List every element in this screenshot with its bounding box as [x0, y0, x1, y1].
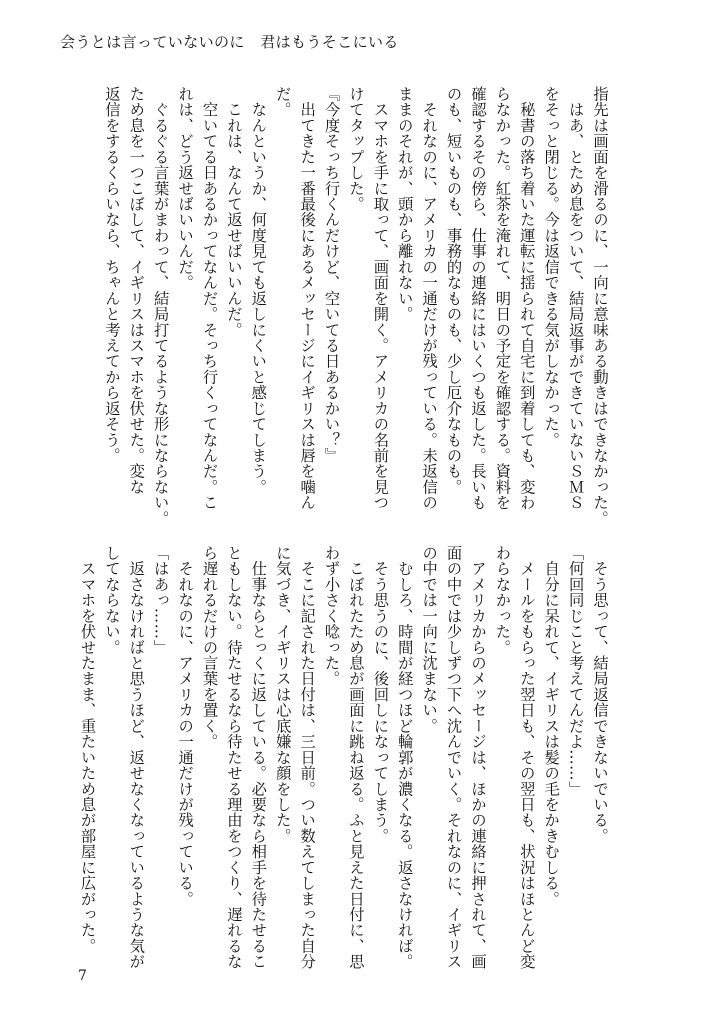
text-line: をそっと閉じる。今は返信できる気がしなかった。: [542, 86, 561, 448]
text-line: 出てきた一番最後にあるメッセージにイギリスは唇を噛ん: [298, 86, 317, 511]
text-line: に気づき、イギリスは心底嫌な顔をした。: [273, 545, 292, 844]
text-block-bottom: [75, 545, 612, 970]
text-line: だ。: [273, 86, 292, 118]
text-line: アメリカからのメッセージは、ほかの連絡に押されて、画: [468, 545, 487, 970]
text-line: メールをもらった翌日も、その翌日も、状況はほとんど変: [517, 545, 536, 970]
text-line: してならない。: [102, 545, 121, 656]
text-line: そう思って、結局返信できないでいる。: [591, 545, 609, 844]
text-line: 返信をするくらいなら、ちゃんと考えてから返そう。: [102, 86, 121, 464]
text-line: こぼれたため息が画面に跳ね返る。ふと見えた日付に、思: [346, 545, 365, 970]
text-line: 仕事ならとっくに返している。必要なら相手を待たせるこ: [249, 545, 268, 970]
text-line: はあ、とため息をついて、結局返事ができていないＳＭＳ: [566, 86, 585, 511]
text-line: 面の中では少しずつ下へ沈んでいく。それなのに、イギリス: [444, 545, 463, 970]
text-line: ぐるぐる言葉がまわって、結局打てるような形にならない。: [151, 86, 170, 527]
text-block-top: [99, 86, 612, 527]
text-line: スマホを手に取って、画面を開く。アメリカの名前を見つ: [371, 86, 390, 511]
text-line: 『今度そっち行くんだけど、空いてる日あるかい？』: [322, 86, 341, 464]
text-line: けてタップした。: [346, 86, 365, 212]
text-line: スマホを伏せたまま、重たいため息が部屋に広がった。: [78, 545, 97, 954]
text-line: わらなかった。: [493, 545, 512, 656]
page-number: 7: [78, 968, 87, 984]
text-line: のも、短いものも、事務的なものも、少し厄介なものも。: [444, 86, 463, 495]
text-line: 指先は画面を滑るのに、一向に意味ある動きはできなかった。: [591, 86, 609, 527]
text-line: ら遅れるだけの言葉を置く。: [200, 545, 219, 750]
text-line: そこに記された日付は、三日前。つい数えてしまった自分: [298, 545, 317, 970]
text-line: れは、どう返せばいいんだ。: [176, 86, 195, 291]
text-line: むしろ、時間が経つほど輪郭が濃くなる。返さなければ。: [395, 545, 414, 970]
text-line: ともしない。待たせるなら待たせる理由をつくり、遅れるな: [224, 545, 243, 970]
text-line: らなかった。紅茶を淹れて、明日の予定を確認する。資料を: [493, 86, 512, 511]
text-line: そう思うのに、後回しになってしまう。: [371, 545, 390, 844]
text-line: 空いてる日あるかってなんだ。そっち行くってなんだ。こ: [200, 86, 219, 511]
text-line: 返さなければと思うほど、返せなくなっているような気が: [127, 545, 146, 970]
page-title: 会うとは言っていないのに 君はもうそこにいる: [60, 33, 399, 51]
text-line: 確認するその傍ら、仕事の連絡にはいくつも返した。長いも: [468, 86, 487, 511]
text-line: 「はあっ……」: [151, 545, 170, 656]
text-line: 秘書の落ち着いた運転に揺られて自宅に到着しても、変わ: [517, 86, 536, 511]
text-line: それなのに、アメリカの一通だけが残っている。未返信の: [420, 86, 439, 511]
text-line: ままのそれが、頭から離れない。: [395, 86, 414, 322]
text-line: それなのに、アメリカの一通だけが残っている。: [176, 545, 195, 907]
text-line: なんというか、何度見ても返しにくいと感じてしまう。: [249, 86, 268, 495]
text-line: わず小さく唸った。: [322, 545, 341, 687]
text-line: 「何回同じこと考えてんだよ……」: [566, 545, 585, 797]
text-line: これは、なんて返せばいいんだ。: [224, 86, 243, 338]
text-line: ため息を一つこぼして、イギリスはスマホを伏せた。変な: [127, 86, 146, 495]
text-line: の中では一向に沈まない。: [420, 545, 439, 734]
text-line: 自分に呆れて、イギリスは髪の毛をかきむしる。: [542, 545, 561, 907]
